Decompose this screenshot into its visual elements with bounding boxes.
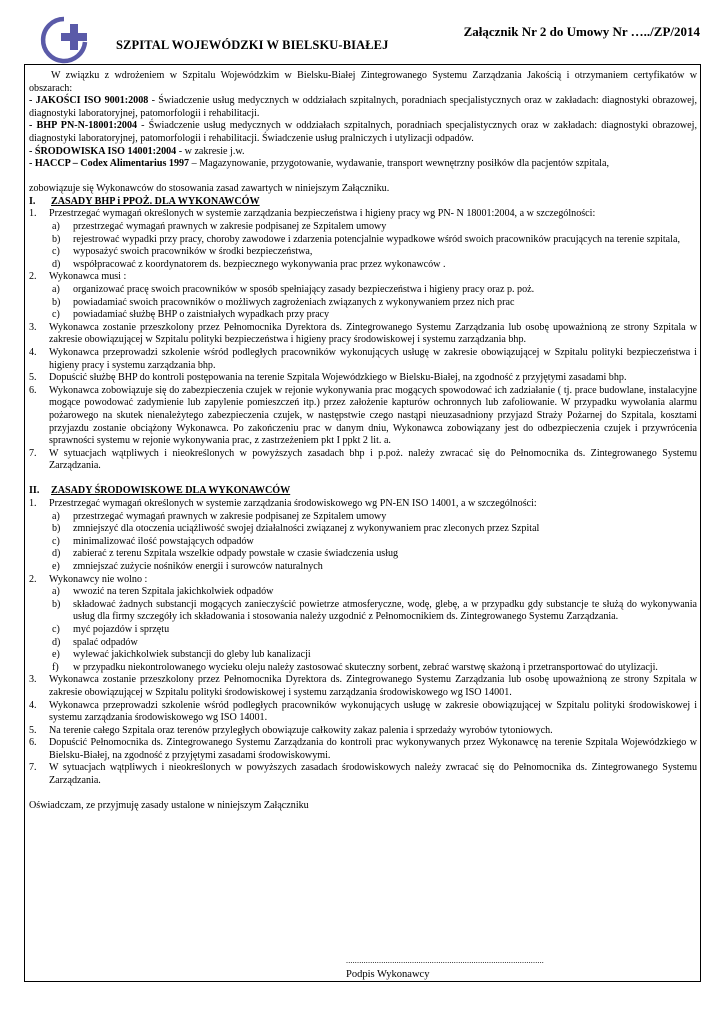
numbered-item bbox=[29, 322, 697, 347]
sub-item bbox=[29, 561, 697, 574]
numbered-item bbox=[29, 372, 697, 385]
numbered-item bbox=[29, 674, 697, 699]
numbered-item bbox=[29, 347, 697, 372]
sub-item bbox=[29, 234, 697, 247]
sub-item-text: zabierać z terenu Szpitala wszelkie odpady powstałe w czasie świadczenia usług bbox=[73, 548, 399, 560]
sub-item bbox=[29, 599, 697, 624]
sub-item bbox=[29, 259, 697, 272]
annex-label: Załącznik Nr 2 do Umowy Nr …../ZP/2014 bbox=[463, 24, 700, 39]
certificate-line bbox=[29, 95, 697, 120]
intro-paragraph: W związku z wdrożeniem w Szpitalu Wojewódzkim w Bielsku-Białej Zintegrowanego Systemu Zarządzania Jakością i otrzymaniem certyfikatów w obszarach: bbox=[29, 70, 697, 94]
hospital-logo bbox=[40, 14, 92, 68]
sub-item-text: składować żadnych substancji mogących zanieczyścić powietrze atmosferyczne, wodę, glebę, a w przypadku gdy substancje te służą do wykonywania usług dla firmy szczegóły ich składowania i stosowania należy uzgodnić z Pełnomocnikiem ds. Zintegrowanego Systemu Zarządzania. bbox=[73, 598, 697, 623]
signature-line: .......................................................................................... bbox=[346, 956, 544, 965]
sub-item-letter: e) bbox=[52, 649, 60, 661]
signature-label: Podpis Wykonawcy bbox=[346, 969, 430, 980]
certificate-name: - JAKOŚCI ISO 9001:2008 bbox=[29, 95, 149, 107]
sub-item bbox=[29, 662, 697, 675]
sub-item-text: zmniejszać zużycie nośników energii i surowców naturalnych bbox=[73, 560, 323, 572]
sub-item-text: rejestrować wypadki przy pracy, choroby zawodowe i zdarzenia potencjalnie wypadkowe wśród swoich pracowników pracujących na terenie szpitala, bbox=[73, 233, 680, 245]
closing-statement: Oświadczam, ze przyjmuję zasady ustalone w niniejszym Załączniku bbox=[29, 800, 309, 812]
item-text: Wykonawca zostanie przeszkolony przez Pełnomocnika Dyrektora ds. Zintegrowanego Systemu Zarządzania lub osobę upoważnioną ze strony Szpitala w zakresie obowiązującej w Szpitalu polityki bezpieczeństwa i higieny pracy środowiskowej i systemu zarządzania bhp. bbox=[49, 321, 697, 346]
item-number: 7. bbox=[29, 447, 37, 459]
item-number: 3. bbox=[29, 321, 37, 333]
sub-item-letter: c) bbox=[52, 246, 60, 258]
sub-item bbox=[29, 309, 697, 322]
numbered-item bbox=[29, 208, 697, 221]
sub-item-text: powiadamiać swoich pracowników o możliwych zagrożeniach związanych z wykonywaniem przez nich prac bbox=[73, 296, 515, 308]
sub-item-text: minimalizować ilość powstających odpadów bbox=[73, 535, 254, 547]
sub-item-text: wylewać jakichkolwiek substancji do gleby lub kanalizacji bbox=[73, 649, 311, 661]
item-number: 3. bbox=[29, 674, 37, 686]
sub-item-text: myć pojazdów i sprzętu bbox=[73, 623, 170, 635]
sub-item-text: spalać odpadów bbox=[73, 636, 138, 648]
item-number: 2. bbox=[29, 573, 37, 585]
item-number: 7. bbox=[29, 762, 37, 774]
sub-item-letter: a) bbox=[52, 221, 60, 233]
sub-item-text: w przypadku niekontrolowanego wycieku oleju należy zastosować skuteczny sorbent, zebrać warstwę skażoną i przetransportować do utylizacji. bbox=[73, 661, 658, 673]
item-number: 6. bbox=[29, 384, 37, 396]
certificate-scope: - Świadczenie usług medycznych w oddziałach szpitalnych, poradniach specjalistycznych oraz w zakładach: diagnostyki obrazowej, diagnostyki laboratoryjnej, patomorfologii i rehabilitacji. Świadczenie usług pralniczych i utylizacji odpadów. bbox=[29, 120, 697, 144]
numbered-item bbox=[29, 725, 697, 738]
sub-item bbox=[29, 624, 697, 637]
numbered-item bbox=[29, 498, 697, 511]
sub-item bbox=[29, 637, 697, 650]
sub-item bbox=[29, 221, 697, 234]
sub-item-letter: d) bbox=[52, 636, 61, 648]
sub-item-text: przestrzegać wymagań prawnych w zakresie podpisanej ze Szpitalem umowy bbox=[73, 510, 387, 522]
sub-item-text: wyposażyć swoich pracowników w środki bezpieczeństwa, bbox=[73, 246, 313, 258]
certificate-line bbox=[29, 120, 697, 145]
sub-item-text: zmniejszyć dla otoczenia uciążliwość swojej działalności związanej z wykonywaniem prac zleconych przez Szpital bbox=[73, 523, 540, 535]
item-text: Wykonawcy nie wolno : bbox=[49, 573, 148, 585]
sub-item-letter: c) bbox=[52, 623, 60, 635]
sub-item bbox=[29, 246, 697, 259]
numbered-item bbox=[29, 700, 697, 725]
sub-item bbox=[29, 586, 697, 599]
certificates-list bbox=[29, 95, 697, 171]
numbered-item bbox=[29, 448, 697, 473]
sub-item-letter: b) bbox=[52, 523, 61, 535]
certificate-line bbox=[29, 158, 697, 171]
section-2-number: II. bbox=[29, 485, 40, 497]
sub-item-text: powiadamiać służbę BHP o zaistniałych wypadkach przy pracy bbox=[73, 309, 330, 321]
item-text: Wykonawca zobowiązuje się do zabezpieczenia czujek w rejonie wykonywania prac mogących spowodować ich zadziałanie ( tj. prace budowlane, instalacyjne mogące powodować zadymienie lub zapylenie pomieszczeń itp.) przez założenie kapturów ochronnych lub zafoliowanie. W przypadku wywołania alarmu pożarowego na skutek nienależytego zabezpieczenia czujek, w następstwie czego nastąpi nieuzasadniony przyjazd Straży Pożarnej do Szpitala, kosztami przyjazdu zostanie obciążony Wykonawca. Po zakończeniu prac w danym dniu, Wykonawca zobowiązany jest do odbezpieczenia czujek i przywrócenia sprawności systemu w rejonie wykonywania prac, z zastrzeżeniem pkt I ppkt 2 lit. a. bbox=[49, 384, 697, 447]
sub-item bbox=[29, 649, 697, 662]
item-number: 1. bbox=[29, 498, 37, 509]
item-text: W sytuacjach wątpliwych i nieokreślonych w powyższych zasadach bhp i p.poż. należy zwracać się do Pełnomocnika ds. Zintegrowanego Systemu Zarządzania. bbox=[49, 447, 697, 472]
certificate-scope: - w zakresie j.w. bbox=[176, 145, 245, 157]
section-1-title: ZASADY BHP i PPOŻ. DLA WYKONAWCÓW bbox=[51, 195, 260, 207]
item-text: Przestrzegać wymagań określonych w systemie zarządzania środowiskowego wg PN-EN ISO 14001, a w szczególności: bbox=[49, 498, 537, 509]
item-number: 2. bbox=[29, 271, 37, 283]
numbered-item bbox=[29, 574, 697, 587]
sub-item-text: współpracować z koordynatorem ds. bezpiecznego wykonywania prac przez wykonawców . bbox=[73, 258, 446, 270]
certificate-name: - BHP PN-N-18001:2004 bbox=[29, 120, 138, 132]
sub-item-letter: a) bbox=[52, 284, 60, 295]
item-text: Na terenie całego Szpitala oraz terenów przyległych obowiązuje całkowity zakaz palenia i sprzedaży wyrobów tytoniowych. bbox=[49, 724, 553, 736]
item-text: Wykonawca przeprowadzi szkolenie wśród podległych pracowników wykonujących usługę w zakresie obowiązującej w Szpitalu polityki bezpieczeństwa i higieny pracy i systemu zarządzania bhp. bbox=[49, 346, 697, 371]
sub-item-letter: a) bbox=[52, 510, 60, 522]
item-number: 4. bbox=[29, 346, 37, 358]
item-text: Przestrzegać wymagań określonych w systemie zarządzania bezpieczeństwa i higieny pracy wg PN- N 18001:2004, a w szczególności: bbox=[49, 208, 596, 220]
item-text: W sytuacjach wątpliwych i nieokreślonych w powyższych zasadach środowiskowych należy zwracać się do Pełnomocnika ds. Zintegrowanego Systemu Zarządzania. bbox=[49, 762, 697, 787]
document-body bbox=[29, 70, 697, 813]
intro-obligation: zobowiązuje się Wykonawców do stosowania zasad zawartych w niniejszym Załączniku. bbox=[29, 183, 390, 195]
item-text: Wykonawca musi : bbox=[49, 271, 127, 283]
section-2-list bbox=[29, 498, 697, 788]
item-text: Wykonawca zostanie przeszkolony przez Pełnomocnika Dyrektora ds. Zintegrowanego Systemu Zarządzania lub osobę upoważnioną ze strony Szpitala w zakresie obowiązującej w Szpitalu polityki środowiskowej i systemu zarządzania środowiskowego wg ISO 14001. bbox=[49, 674, 697, 698]
numbered-item bbox=[29, 737, 697, 762]
section-1-heading bbox=[29, 196, 697, 209]
section-2-heading bbox=[29, 485, 697, 498]
sub-item-text: wwozić na teren Szpitala jakichkolwiek odpadów bbox=[73, 586, 274, 598]
sub-item-letter: c) bbox=[52, 309, 60, 321]
sub-item-letter: f) bbox=[52, 661, 59, 673]
item-text: Wykonawca przeprowadzi szkolenie wśród podległych pracowników wykonujących usługę w zakresie obowiązującej w Szpitalu polityki środowiskowej i systemu zarządzania środowiskowego wg ISO 14001. bbox=[49, 699, 697, 724]
sub-item-letter: b) bbox=[52, 233, 61, 245]
sub-item-letter: d) bbox=[52, 548, 61, 560]
sub-item-letter: d) bbox=[52, 258, 61, 270]
certificate-name: - ŚRODOWISKA ISO 14001:2004 bbox=[29, 145, 177, 157]
certificate-line bbox=[29, 146, 697, 159]
item-number: 1. bbox=[29, 208, 37, 220]
certificate-scope: - Świadczenie usług medycznych w oddziałach szpitalnych, poradniach specjalistycznych oraz w zakładach: diagnostyki obrazowej, diagnostyki laboratoryjnej, patomorfologii i rehabilitacji. bbox=[29, 95, 697, 119]
section-1-number: I. bbox=[29, 195, 36, 207]
sub-item-text: organizować pracę swoich pracowników w sposób spełniający zasady bezpieczeństwa i higieny pracy oraz p. poż. bbox=[73, 284, 535, 295]
sub-item bbox=[29, 297, 697, 310]
hospital-name: SZPITAL WOJEWÓDZKI W BIELSKU-BIAŁEJ bbox=[116, 38, 389, 52]
sub-item-letter: e) bbox=[52, 560, 60, 572]
section-1-list bbox=[29, 208, 697, 472]
numbered-item bbox=[29, 762, 697, 787]
item-number: 6. bbox=[29, 737, 37, 749]
item-number: 5. bbox=[29, 724, 37, 736]
certificate-scope: – Magazynowanie, przygotowanie, wydawanie, transport wewnętrzny posiłków dla pacjentów szpitala, bbox=[189, 158, 609, 170]
sub-item bbox=[29, 523, 697, 536]
item-text: Dopuścić Pełnomocnika ds. Zintegrowanego Systemu Zarządzania do kontroli prac wykonywanych przez Wykonawcę na terenie Szpitala Wojewódzkiego w Bielsku-Białej, na zgodność z przyjętymi zasadami środowiskowymi. bbox=[49, 737, 697, 761]
sub-item bbox=[29, 548, 697, 561]
sub-item-text: przestrzegać wymagań prawnych w zakresie podpisanej ze Szpitalem umowy bbox=[73, 221, 387, 233]
sub-item bbox=[29, 536, 697, 549]
sub-item-letter: c) bbox=[52, 535, 60, 547]
section-2-title: ZASADY ŚRODOWISKOWE DLA WYKONAWCÓW bbox=[51, 485, 291, 497]
sub-item-letter: b) bbox=[52, 598, 61, 610]
logo-cross-horizontal bbox=[61, 33, 87, 41]
numbered-item bbox=[29, 385, 697, 448]
item-text: Dopuścić służbę BHP do kontroli postępowania na terenie Szpitala Wojewódzkiego w Bielsku-Białej, na zgodność z przyjętymi zasadami bhp. bbox=[49, 372, 627, 384]
numbered-item bbox=[29, 271, 697, 284]
certificate-name: - HACCP – Codex Alimentarius 1997 bbox=[29, 158, 190, 170]
sub-item bbox=[29, 511, 697, 524]
sub-item-letter: b) bbox=[52, 296, 61, 308]
sub-item-letter: a) bbox=[52, 586, 60, 598]
item-number: 5. bbox=[29, 372, 37, 384]
item-number: 4. bbox=[29, 699, 37, 711]
sub-item bbox=[29, 284, 697, 297]
